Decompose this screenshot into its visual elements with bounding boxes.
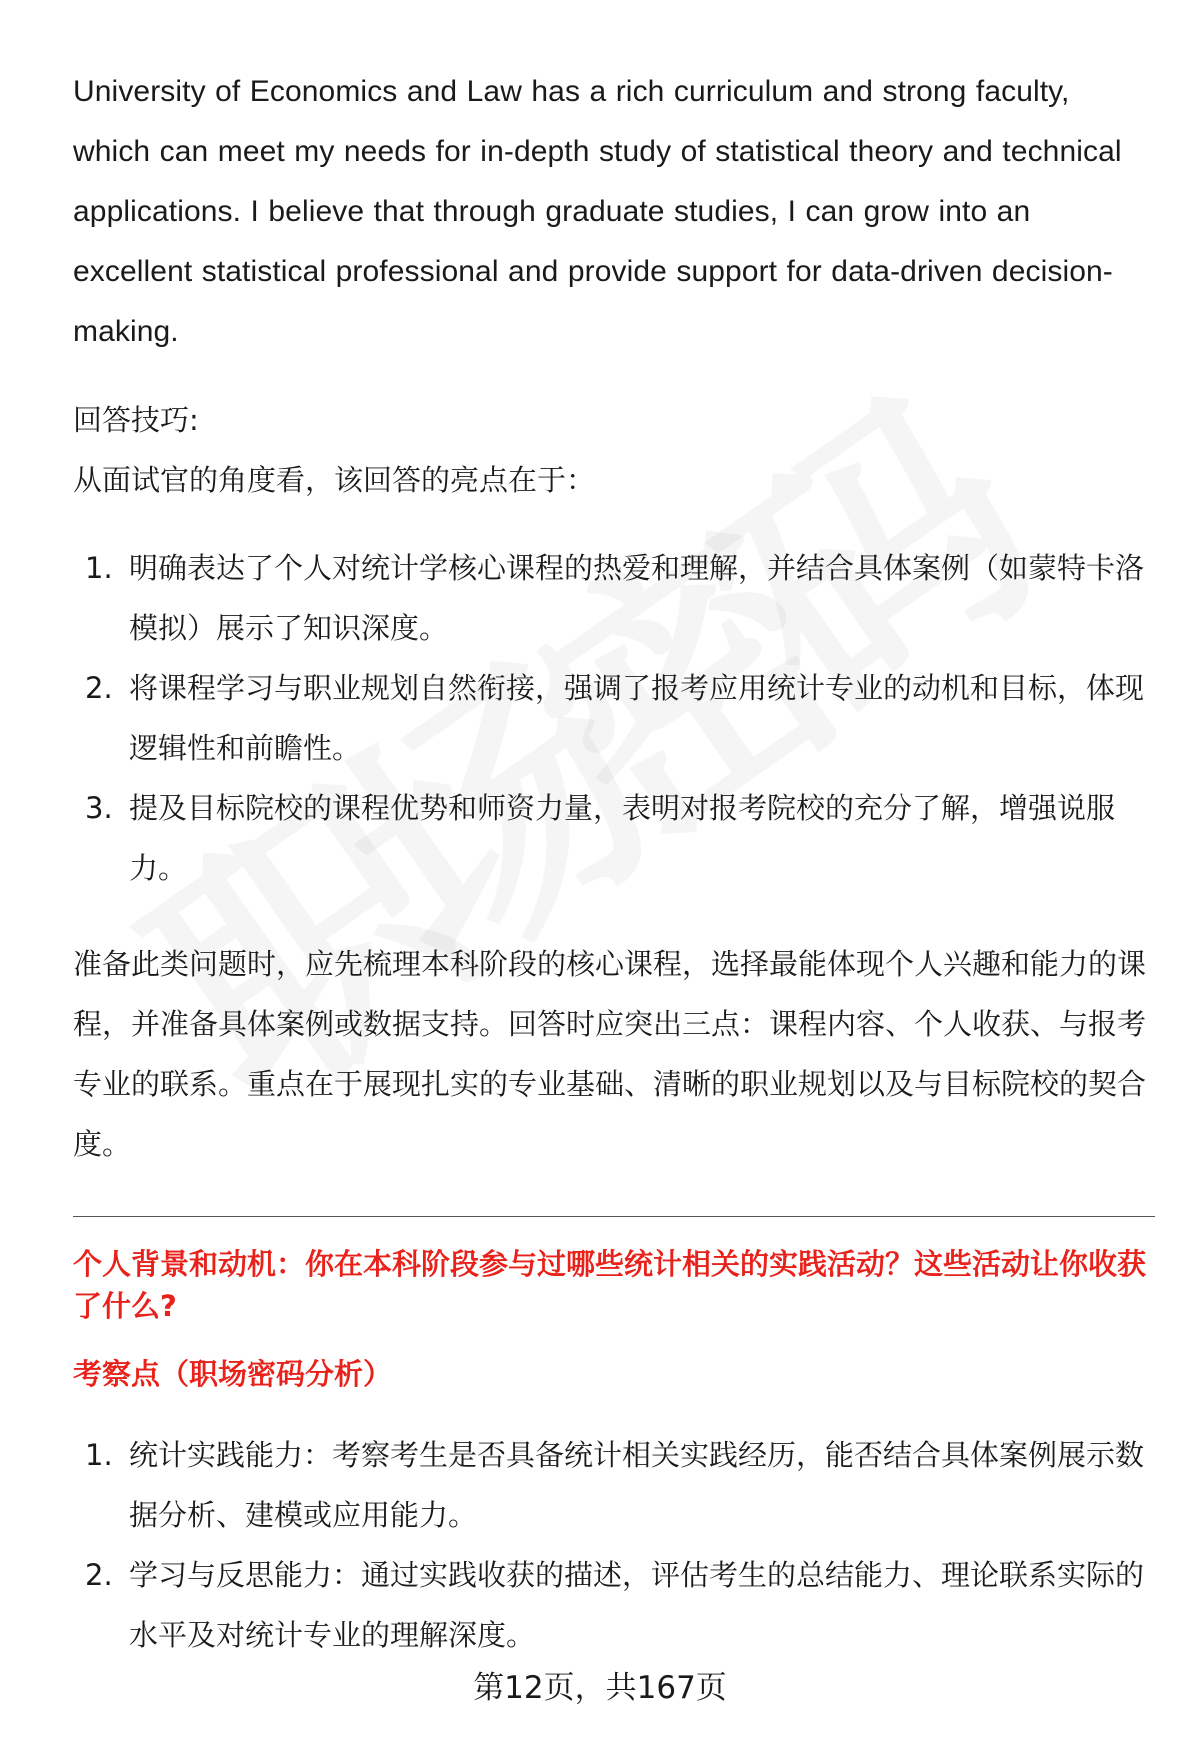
list-text: 统计实践能力：考察考生是否具备统计相关实践经历，能否结合具体案例展示数据分析、建模或应用能力。 bbox=[129, 1438, 1145, 1532]
list-item bbox=[73, 1545, 1153, 1665]
advice-paragraph: 准备此类问题时，应先梳理本科阶段的核心课程，选择最能体现个人兴趣和能力的课程，并准备具体案例或数据支持。回答时应突出三点：课程内容、个人收获、与报考专业的联系。重点在于展现扎实的专业基础、清晰的职业规划以及与目标院校的契合度。 bbox=[73, 947, 1147, 1161]
list-text: 将课程学习与职业规划自然衔接，强调了报考应用统计专业的动机和目标，体现逻辑性和前瞻性。 bbox=[129, 671, 1145, 765]
highlights-list bbox=[73, 538, 1153, 898]
list-text: 学习与反思能力：通过实践收获的描述，评估考生的总结能力、理论联系实际的水平及对统计专业的理解深度。 bbox=[129, 1558, 1145, 1652]
list-number: 3. bbox=[85, 791, 113, 825]
document-page bbox=[73, 62, 1153, 1665]
list-number: 1. bbox=[85, 1438, 113, 1472]
intro-paragraph: University of Economics and Law has a rich curriculum and strong faculty, which can meet my needs for in-depth study of statistical theory and technical applications. I believe that through graduate studies, I can grow into an excellent statistical professional and provide support for data-driven decision-making. bbox=[73, 75, 1122, 348]
tips-heading: 回答技巧: bbox=[73, 403, 199, 437]
assessment-subheading: 考察点（职场密码分析） bbox=[73, 1357, 393, 1391]
list-item bbox=[73, 538, 1153, 658]
page-footer: 第12页，共167页 bbox=[473, 1670, 727, 1706]
list-number: 2. bbox=[85, 1558, 113, 1592]
section-divider bbox=[73, 1216, 1155, 1217]
assessment-list bbox=[73, 1425, 1153, 1665]
list-text: 提及目标院校的课程优势和师资力量，表明对报考院校的充分了解，增强说服力。 bbox=[129, 791, 1116, 885]
question-title: 个人背景和动机：你在本科阶段参与过哪些统计相关的实践活动？这些活动让你收获了什么? bbox=[73, 1247, 1147, 1323]
list-text: 明确表达了个人对统计学核心课程的热爱和理解，并结合具体案例（如蒙特卡洛模拟）展示了知识深度。 bbox=[129, 551, 1145, 645]
list-number: 2. bbox=[85, 671, 113, 705]
list-number: 1. bbox=[85, 551, 113, 585]
list-item bbox=[73, 658, 1153, 778]
tips-lead: 从面试官的角度看，该回答的亮点在于： bbox=[73, 463, 596, 497]
list-item bbox=[73, 1425, 1153, 1545]
list-item bbox=[73, 778, 1153, 898]
